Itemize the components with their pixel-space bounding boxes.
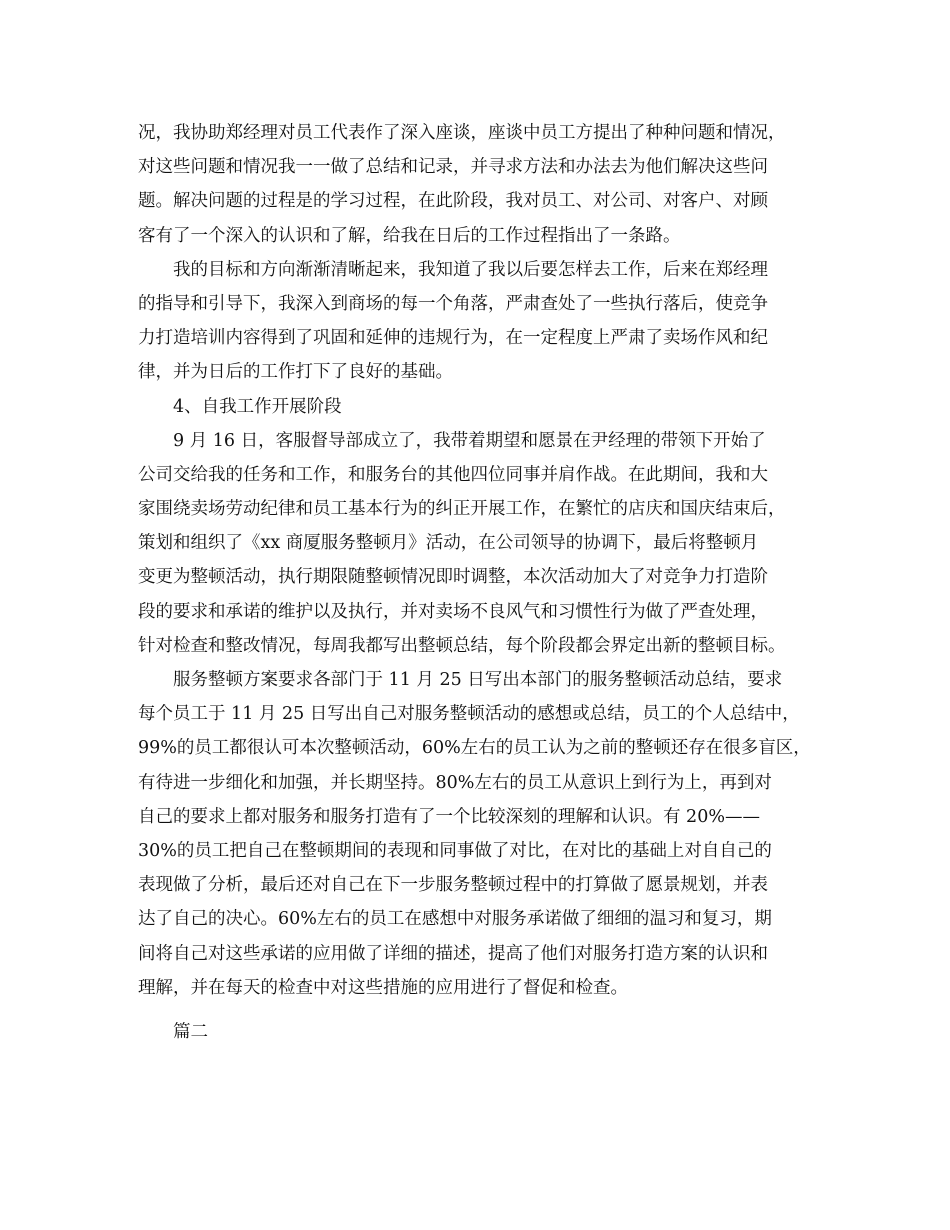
text-line: 段的要求和承诺的维护以及执行，并对卖场不良风气和习惯性行为做了严查处理，: [138, 601, 768, 622]
text-line: 间将自己对这些承诺的应用做了详细的描述，提高了他们对服务打造方案的认识和: [138, 943, 768, 964]
text-line: 针对检查和整改情况，每周我都写出整顿总结，每个阶段都会界定出新的整顿目标。: [138, 635, 786, 656]
text-line: 服务整顿方案要求各部门于 11 月 25 日写出本部门的服务整顿活动总结，要求: [173, 670, 783, 690]
text-line: 力打造培训内容得到了巩固和延伸的违规行为，在一定程度上严肃了卖场作风和纪: [138, 328, 768, 349]
text-line: 况，我协助郑经理对员工代表作了深入座谈，座谈中员工方提出了种种问题和情况，: [138, 123, 786, 143]
section-label-text: 篇二: [173, 1021, 208, 1042]
section-heading: [138, 390, 828, 424]
text-line: 客有了一个深入的认识和了解，给我在日后的工作过程指出了一条路。: [138, 225, 681, 246]
text-line: 自己的要求上都对服务和服务打造有了一个比较深刻的理解和认识。有 20%——: [138, 806, 760, 827]
text-line: 策划和组织了《xx 商厦服务整顿月》活动，在公司领导的协调下，最后将整顿月: [138, 533, 759, 554]
text-line: 题。解决问题的过程是的学习过程，在此阶段，我对员工、对公司、对客户、对顾: [138, 191, 768, 212]
paragraph-1: [138, 116, 828, 253]
text-line: 99%的员工都很认可本次整顿活动，60%左右的员工认为之前的整顿还存在很多盲区，: [138, 738, 811, 759]
text-line: 理解，并在每天的检查中对这些措施的应用进行了督促和检查。: [138, 977, 628, 998]
text-line: 的指导和引导下，我深入到商场的每一个角落，严肃查处了一些执行落后，使竞争: [138, 293, 768, 314]
document-body: [138, 116, 828, 1049]
section-heading-text: 4、自我工作开展阶段: [173, 396, 342, 417]
text-line: 表现做了分析，最后还对自己在下一步服务整顿过程中的打算做了愿景规划，并表: [138, 875, 768, 896]
text-line: 达了自己的决心。60%左右的员工在感想中对服务承诺做了细细的温习和复习，期: [138, 909, 772, 930]
text-line: 我的目标和方向渐渐清晰起来，我知道了我以后要怎样去工作，后来在郑经理: [173, 259, 768, 280]
text-line: 公司交给我的任务和工作，和服务台的其他四位同事并肩作战。在此期间，我和大: [138, 464, 768, 485]
text-line: 9 月 16 日，客服督导部成立了，我带着期望和愿景在尹经理的带领下开始了: [173, 430, 766, 451]
paragraph-4: [138, 663, 828, 1005]
paragraph-2: [138, 253, 828, 390]
paragraph-spacer: [138, 1005, 828, 1015]
text-line: 律，并为日后的工作打下了良好的基础。: [138, 362, 453, 383]
paragraph-3: [138, 424, 828, 663]
text-line: 家围绕卖场劳动纪律和员工基本行为的纠正开展工作，在繁忙的店庆和国庆结束后，: [138, 499, 786, 520]
section-label: [138, 1015, 828, 1049]
text-line: 对这些问题和情况我一一做了总结和记录，并寻求方法和办法去为他们解决这些问: [138, 157, 768, 178]
text-line: 变更为整顿活动，执行期限随整顿情况即时调整，本次活动加大了对竞争力打造阶: [138, 567, 768, 588]
text-line: 30%的员工把自己在整顿期间的表现和同事做了对比，在对比的基础上对自自己的: [138, 840, 772, 861]
text-line: 每个员工于 11 月 25 日写出自己对服务整顿活动的感想或总结，员工的个人总结中，: [138, 704, 800, 725]
text-line: 有待进一步细化和加强，并长期坚持。80%左右的员工从意识上到行为上，再到对: [138, 772, 772, 793]
